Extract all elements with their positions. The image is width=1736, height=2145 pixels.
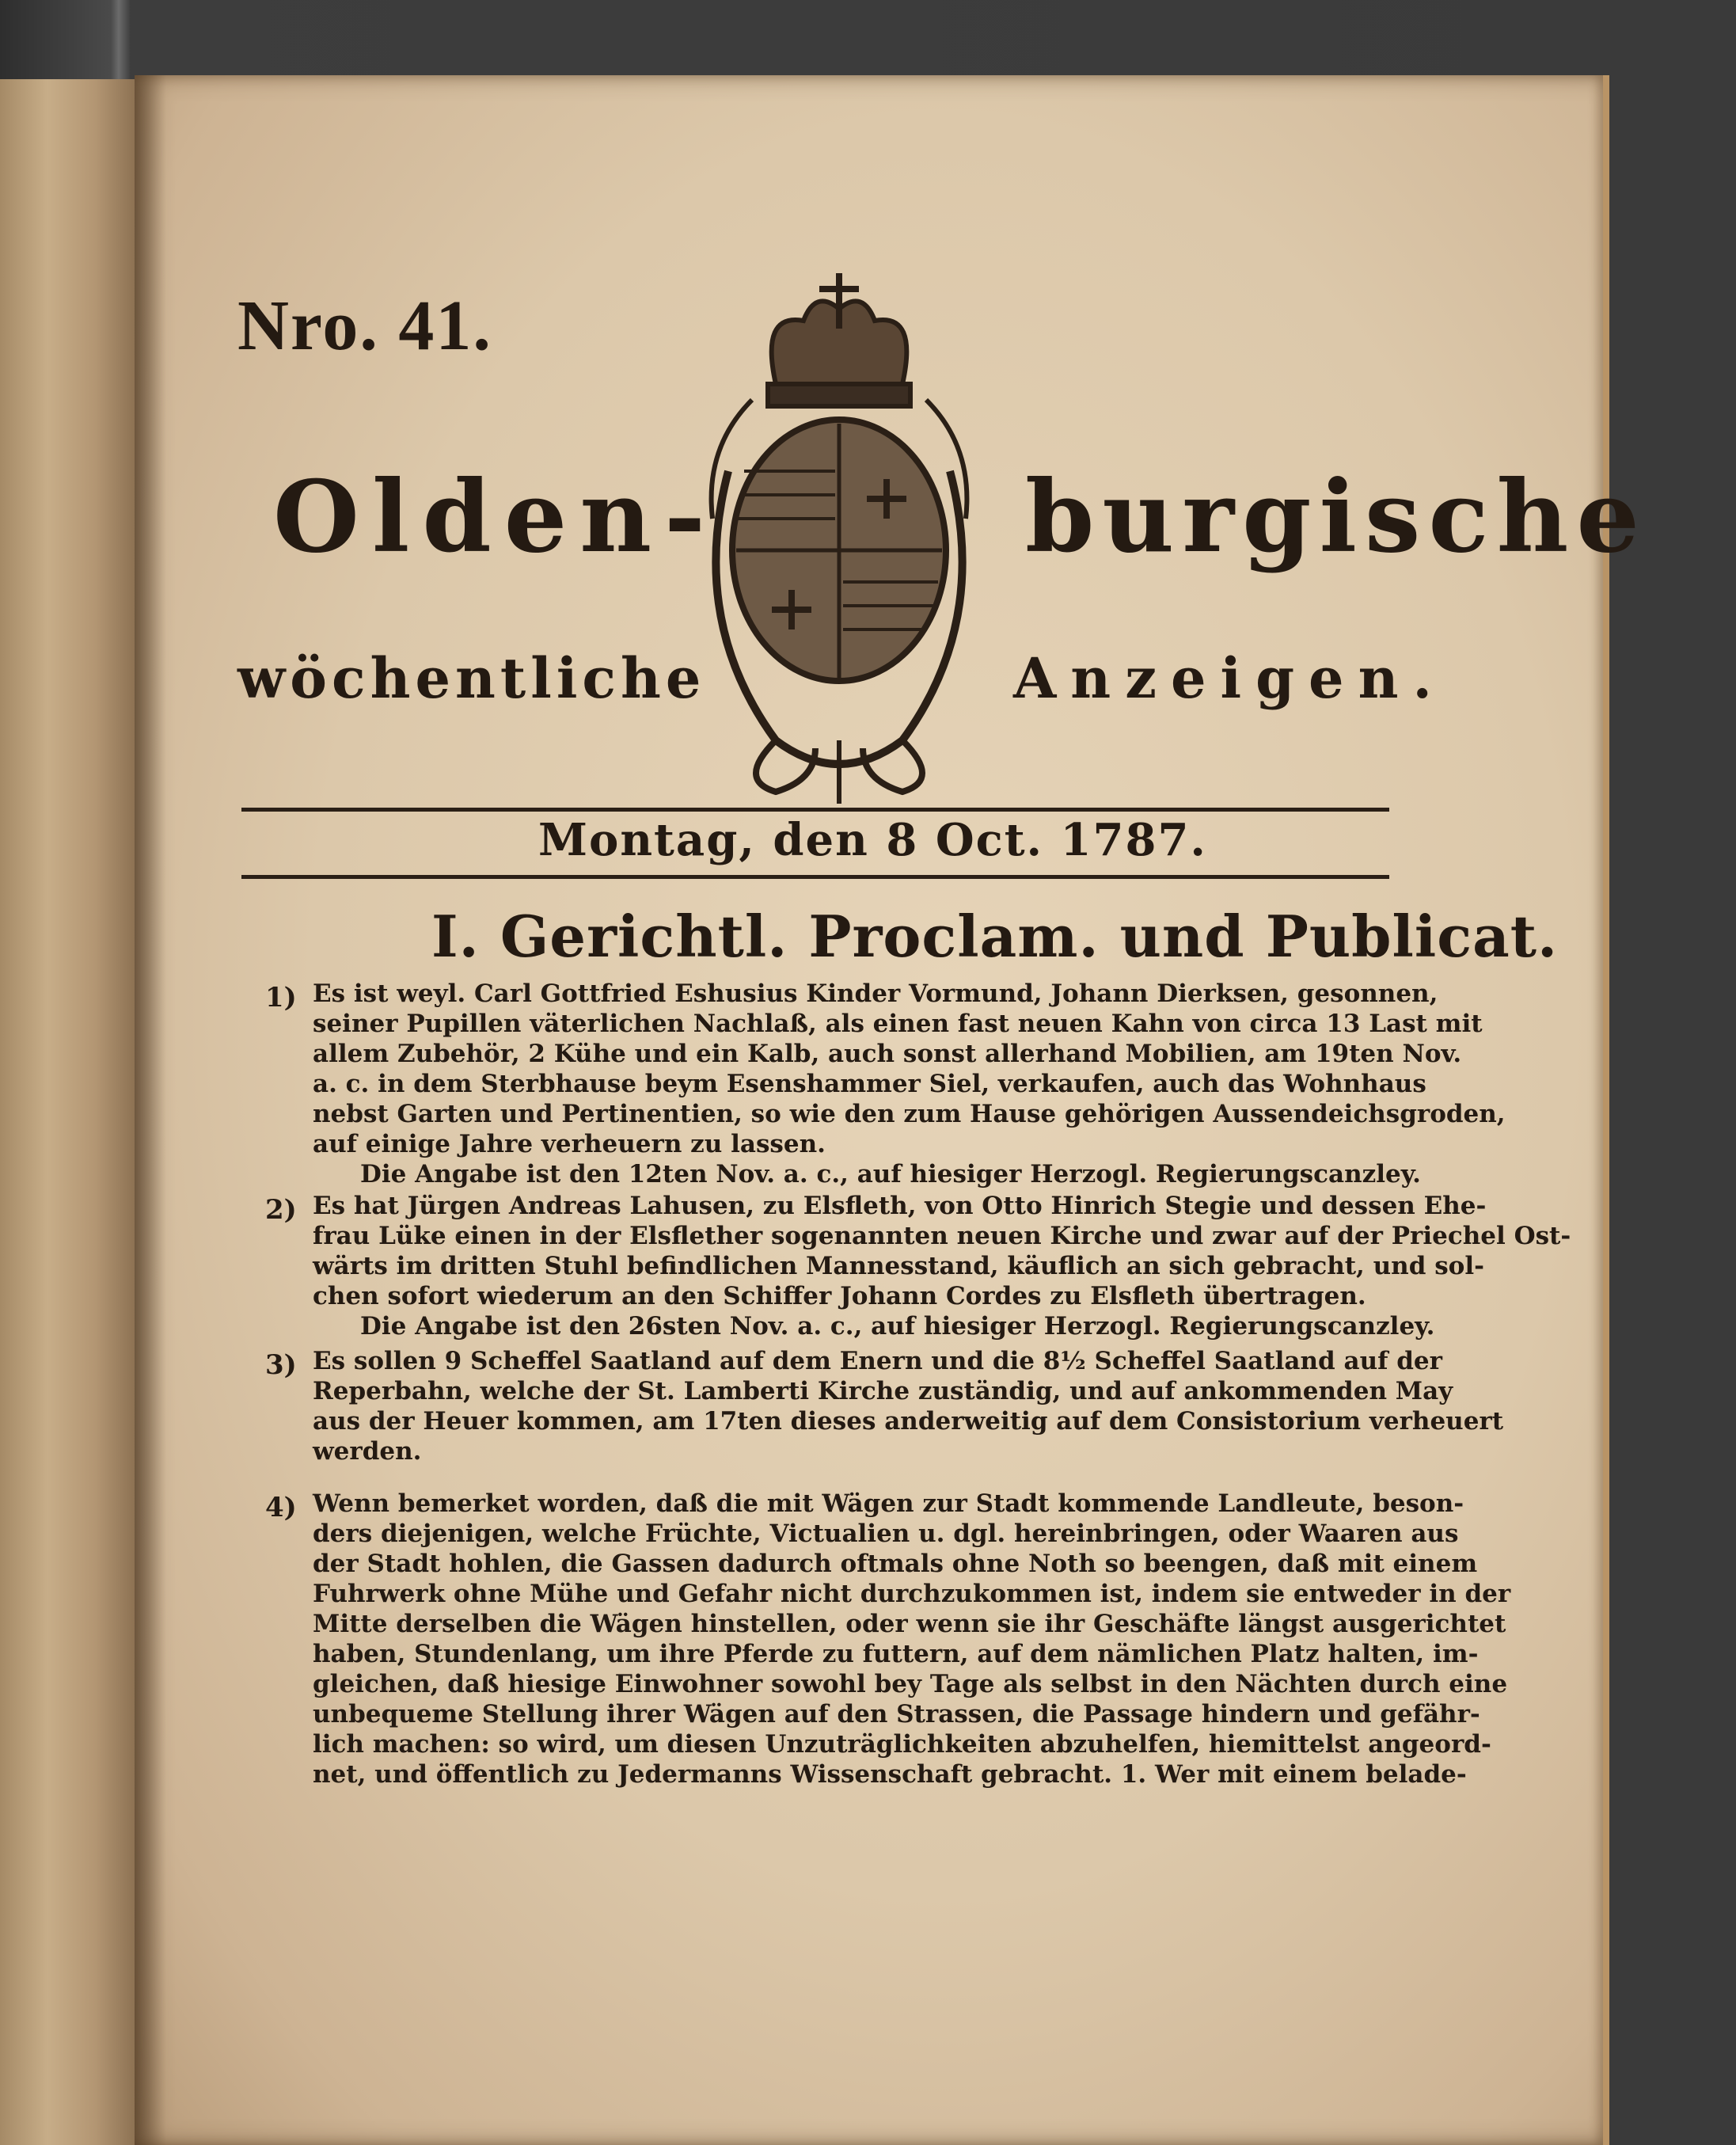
paragraph-1	[313, 979, 1506, 1189]
masthead-title-left: Olden-	[273, 459, 719, 575]
paragraph-line: a. c. in dem Sterbhause beym Esenshammer Siel, verkaufen, auch das Wohnhaus	[313, 1070, 1426, 1098]
paragraph-line: gleichen, daß hiesige Einwohner sowohl bey Tage als selbst in den Nächten durch eine	[313, 1670, 1508, 1698]
paragraph-line: haben, Stundenlang, um ihre Pferde zu futtern, auf dem nämlichen Platz halten, im-	[313, 1640, 1479, 1668]
paragraph-note: Die Angabe ist den 26sten Nov. a. c., auf hiesiger Herzogl. Regierungscanzley.	[360, 1312, 1435, 1341]
paragraph-number: 4)	[265, 1492, 297, 1523]
paragraph-number: 2)	[265, 1194, 297, 1226]
masthead-title-right: burgische	[1025, 459, 1647, 575]
paragraph-line: chen sofort wiederum an den Schiffer Johann Cordes zu Elsfleth übertragen.	[313, 1282, 1366, 1310]
paragraph-3	[313, 1346, 1504, 1466]
paragraph-line: Mitte derselben die Wägen hinstellen, oder wenn sie ihr Geschäfte längst ausgerichtet	[313, 1610, 1506, 1638]
section-heading: I. Gerichtl. Proclam. und Publicat.	[431, 903, 1559, 970]
paragraph-line: Es sollen 9 Scheffel Saatland auf dem Enern und die 8½ Scheffel Saatland auf der	[313, 1347, 1442, 1375]
paragraph-line: allem Zubehör, 2 Kühe und ein Kalb, auch sonst allerhand Mobilien, am 19ten Nov.	[313, 1040, 1462, 1068]
paragraph-line: frau Lüke einen in der Elsflether sogenannten neuen Kirche und zwar auf der Priechel Ost-	[313, 1222, 1571, 1250]
paragraph-2	[313, 1191, 1571, 1341]
paragraph-line: nebst Garten und Pertinentien, so wie den zum Hause gehörigen Aussendeichsgroden,	[313, 1100, 1506, 1128]
paragraph-line: Wenn bemerket worden, daß die mit Wägen zur Stadt kommende Landleute, beson-	[313, 1489, 1464, 1518]
paragraph-line: Es ist weyl. Carl Gottfried Eshusius Kinder Vormund, Johann Dierksen, gesonnen,	[313, 979, 1438, 1008]
left-page-edge	[0, 79, 142, 2145]
paragraph-line: Fuhrwerk ohne Mühe und Gefahr nicht durchzukommen ist, indem sie entweder in der	[313, 1580, 1511, 1608]
paragraph-line: unbequeme Stellung ihrer Wägen auf den Strassen, die Passage hindern und gefähr-	[313, 1700, 1480, 1729]
header-rule-bottom	[241, 875, 1389, 879]
page-fold-shadow	[135, 75, 166, 2145]
paragraph-number: 3)	[265, 1349, 297, 1381]
paragraph-line: net, und öffentlich zu Jedermanns Wissenschaft gebracht. 1. Wer mit einem belade-	[313, 1760, 1467, 1789]
paragraph-line: wärts im dritten Stuhl befindlichen Mannesstand, käuflich an sich gebracht, und sol-	[313, 1252, 1484, 1280]
paragraph-line: auf einige Jahre verheuern zu lassen.	[313, 1130, 826, 1158]
paragraph-line: werden.	[313, 1437, 422, 1466]
paragraph-4	[313, 1489, 1511, 1789]
paragraph-line: Es hat Jürgen Andreas Lahusen, zu Elsfleth, von Otto Hinrich Stegie und dessen Ehe-	[313, 1192, 1487, 1220]
paragraph-line: der Stadt hohlen, die Gassen dadurch oftmals ohne Noth so beengen, daß mit einem	[313, 1550, 1478, 1578]
masthead-subtitle-left: wöchentliche	[237, 645, 706, 711]
paragraph-line: aus der Heuer kommen, am 17ten dieses anderweitig auf dem Consistorium verheuert	[313, 1407, 1504, 1436]
paragraph-line: ders diejenigen, welche Früchte, Victualien u. dgl. hereinbringen, oder Waaren aus	[313, 1519, 1459, 1548]
header-rule-top	[241, 808, 1389, 812]
paragraph-line: lich machen: so wird, um diesen Unzuträglichkeiten abzuhelfen, hiemittelst angeord-	[313, 1730, 1491, 1759]
issue-number: Nro. 41.	[237, 287, 492, 365]
issue-date: Montag, den 8 Oct. 1787.	[538, 814, 1207, 866]
paragraph-line: Reperbahn, welche der St. Lamberti Kirche zuständig, und auf ankommenden May	[313, 1377, 1453, 1405]
masthead-subtitle-right: Anzeigen.	[1013, 645, 1446, 711]
paragraph-note: Die Angabe ist den 12ten Nov. a. c., auf hiesiger Herzogl. Regierungscanzley.	[360, 1160, 1421, 1188]
paragraph-number: 1)	[265, 982, 297, 1014]
coat-of-arms-icon	[657, 265, 1021, 812]
paragraph-line: seiner Pupillen väterlichen Nachlaß, als einen fast neuen Kahn von circa 13 Last mit	[313, 1010, 1483, 1038]
